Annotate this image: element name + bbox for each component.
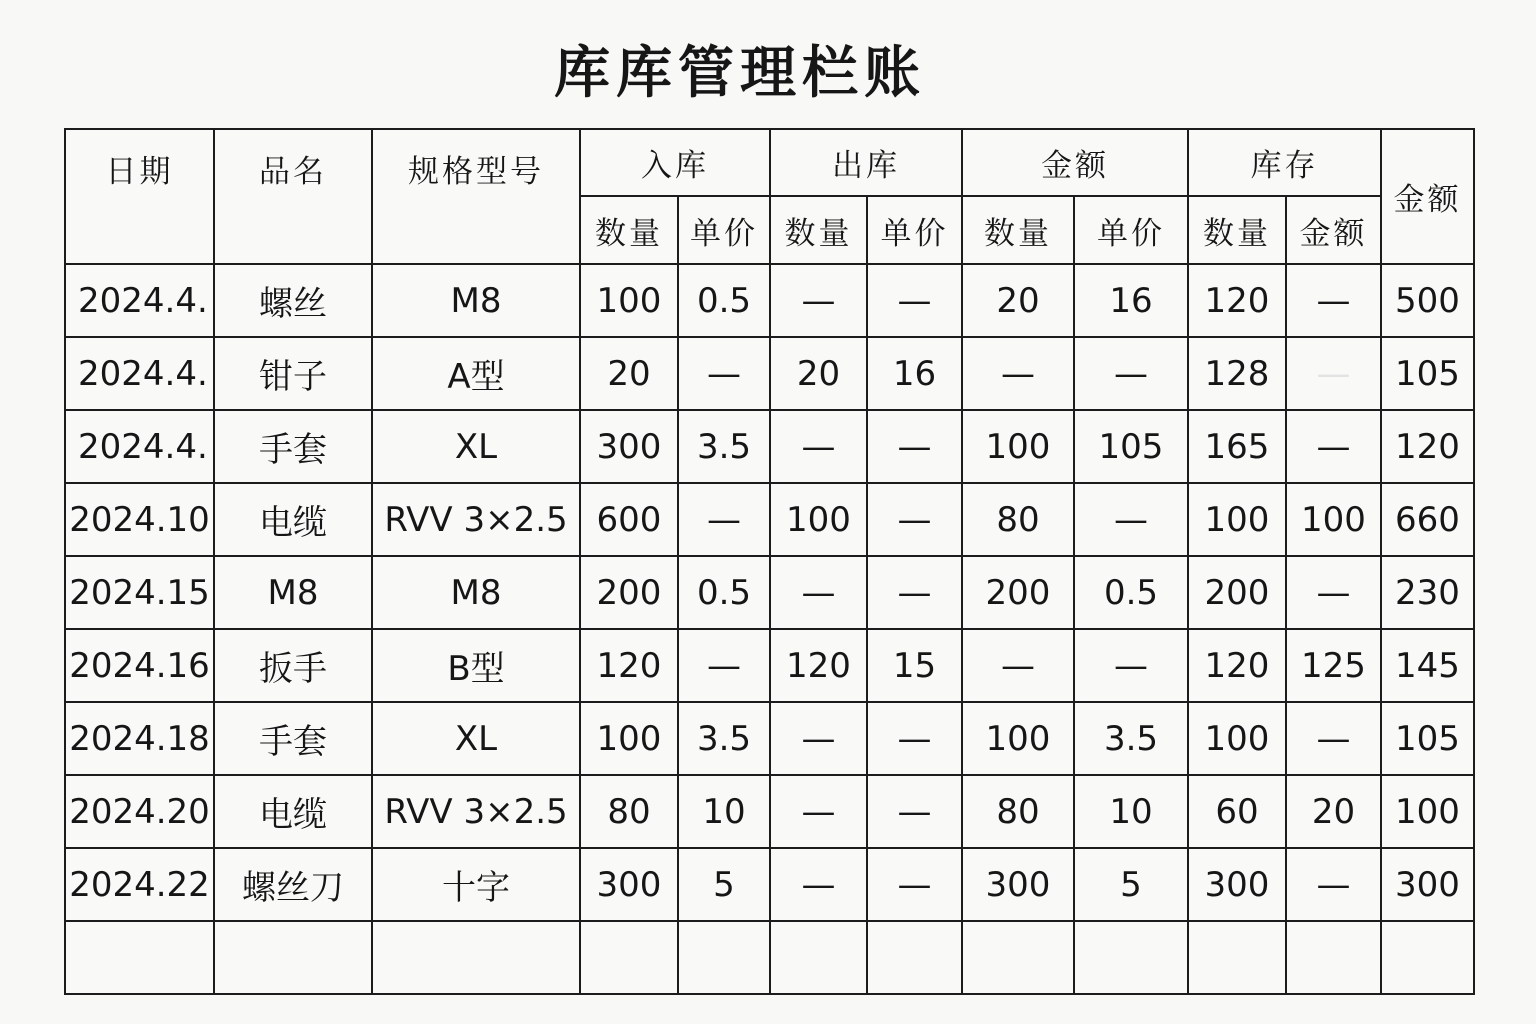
- cell-out-price: —: [867, 848, 962, 921]
- table-row: [65, 410, 1474, 483]
- cell-amount-qty: 200: [962, 556, 1074, 629]
- cell-in-qty: 300: [580, 410, 678, 483]
- cell-out-price: —: [867, 556, 962, 629]
- cell-spec: RVV 3×2.5: [372, 775, 580, 848]
- cell-stock-amount: —: [1286, 556, 1381, 629]
- cell-amount-qty: —: [962, 629, 1074, 702]
- table-row: [65, 702, 1474, 775]
- cell-in-qty: 600: [580, 483, 678, 556]
- table-body: [65, 264, 1474, 994]
- cell-amount-price: 16: [1074, 264, 1188, 337]
- table-row: [65, 848, 1474, 921]
- cell-date: 2024.20: [65, 775, 214, 848]
- cell-date: 2024.4.: [65, 337, 214, 410]
- cell-amount-price: 0.5: [1074, 556, 1188, 629]
- header-date: 日期: [65, 129, 214, 264]
- cell-stock-qty: 120: [1188, 629, 1286, 702]
- cell-stock-amount: —: [1286, 702, 1381, 775]
- cell-date: 2024.15: [65, 556, 214, 629]
- cell-stock-qty: 100: [1188, 702, 1286, 775]
- cell-in-qty: 100: [580, 264, 678, 337]
- header-stock-group: 库存: [1188, 129, 1381, 196]
- cell-amount-price: —: [1074, 337, 1188, 410]
- cell-spec: 十字: [372, 848, 580, 921]
- cell-in-price: 10: [678, 775, 770, 848]
- header-stock-amount: 金额: [1286, 196, 1381, 264]
- header-stock-qty: 数量: [1188, 196, 1286, 264]
- cell-out-price: —: [867, 410, 962, 483]
- cell-in-price: [678, 921, 770, 994]
- cell-amount-price: —: [1074, 629, 1188, 702]
- header-total-amount: 金额: [1381, 129, 1474, 264]
- header-in-price: 单价: [678, 196, 770, 264]
- cell-stock-amount: 20: [1286, 775, 1381, 848]
- cell-total-amount: 145: [1381, 629, 1474, 702]
- cell-spec: M8: [372, 264, 580, 337]
- cell-in-price: 5: [678, 848, 770, 921]
- cell-total-amount: 105: [1381, 337, 1474, 410]
- cell-in-price: —: [678, 629, 770, 702]
- cell-out-price: —: [867, 775, 962, 848]
- cell-amount-qty: 20: [962, 264, 1074, 337]
- table-row: [65, 337, 1474, 410]
- cell-stock-amount: —: [1286, 410, 1381, 483]
- cell-stock-qty: 128: [1188, 337, 1286, 410]
- cell-out-qty: —: [770, 775, 867, 848]
- cell-amount-qty: 100: [962, 410, 1074, 483]
- cell-in-price: 3.5: [678, 702, 770, 775]
- cell-stock-qty: 165: [1188, 410, 1286, 483]
- cell-total-amount: 660: [1381, 483, 1474, 556]
- table-row: [65, 264, 1474, 337]
- cell-out-qty: —: [770, 556, 867, 629]
- cell-total-amount: 500: [1381, 264, 1474, 337]
- cell-out-qty: —: [770, 848, 867, 921]
- ledger-title: 库库管理栏账: [554, 41, 926, 106]
- cell-stock-qty: 120: [1188, 264, 1286, 337]
- cell-in-price: 0.5: [678, 264, 770, 337]
- cell-stock-amount: —: [1286, 848, 1381, 921]
- header-out-price: 单价: [867, 196, 962, 264]
- cell-in-price: —: [678, 337, 770, 410]
- cell-amount-price: 3.5: [1074, 702, 1188, 775]
- cell-date: 2024.4.: [65, 264, 214, 337]
- cell-amount-qty: 100: [962, 702, 1074, 775]
- cell-out-qty: —: [770, 410, 867, 483]
- cell-out-qty: [770, 921, 867, 994]
- cell-out-price: —: [867, 483, 962, 556]
- cell-date: 2024.16: [65, 629, 214, 702]
- cell-in-qty: 300: [580, 848, 678, 921]
- cell-out-qty: 120: [770, 629, 867, 702]
- cell-amount-price: —: [1074, 483, 1188, 556]
- cell-item-name: 电缆: [214, 775, 372, 848]
- cell-in-price: —: [678, 483, 770, 556]
- table-row: [65, 483, 1474, 556]
- cell-out-qty: 100: [770, 483, 867, 556]
- cell-amount-price: 5: [1074, 848, 1188, 921]
- cell-total-amount: 100: [1381, 775, 1474, 848]
- cell-date: 2024.22: [65, 848, 214, 921]
- cell-date: 2024.18: [65, 702, 214, 775]
- inventory-ledger-table: [64, 128, 1475, 995]
- cell-stock-amount: 100: [1286, 483, 1381, 556]
- cell-spec: M8: [372, 556, 580, 629]
- cell-in-price: 3.5: [678, 410, 770, 483]
- cell-out-qty: —: [770, 264, 867, 337]
- header-amount-qty: 数量: [962, 196, 1074, 264]
- cell-in-qty: 20: [580, 337, 678, 410]
- cell-stock-qty: 300: [1188, 848, 1286, 921]
- cell-spec: XL: [372, 410, 580, 483]
- table-row: [65, 775, 1474, 848]
- header-in-group: 入库: [580, 129, 770, 196]
- cell-amount-price: 105: [1074, 410, 1188, 483]
- table-row: [65, 629, 1474, 702]
- cell-in-price: 0.5: [678, 556, 770, 629]
- cell-total-amount: 230: [1381, 556, 1474, 629]
- cell-spec: A型: [372, 337, 580, 410]
- cell-spec: XL: [372, 702, 580, 775]
- cell-total-amount: [1381, 921, 1474, 994]
- header-name: 品名: [214, 129, 372, 264]
- cell-item-name: 螺丝: [214, 264, 372, 337]
- cell-total-amount: 105: [1381, 702, 1474, 775]
- cell-amount-qty: 300: [962, 848, 1074, 921]
- cell-stock-amount: 125: [1286, 629, 1381, 702]
- cell-item-name: 电缆: [214, 483, 372, 556]
- cell-item-name: 手套: [214, 410, 372, 483]
- cell-stock-amount: [1286, 921, 1381, 994]
- header-out-qty: 数量: [770, 196, 867, 264]
- cell-date: 2024.4.: [65, 410, 214, 483]
- cell-item-name: M8: [214, 556, 372, 629]
- cell-item-name: 钳子: [214, 337, 372, 410]
- cell-total-amount: 300: [1381, 848, 1474, 921]
- cell-date: 2024.10: [65, 483, 214, 556]
- cell-in-qty: 80: [580, 775, 678, 848]
- cell-out-price: —: [867, 702, 962, 775]
- cell-total-amount: 120: [1381, 410, 1474, 483]
- cell-item-name: [214, 921, 372, 994]
- cell-in-qty: 120: [580, 629, 678, 702]
- cell-amount-qty: [962, 921, 1074, 994]
- cell-in-qty: 100: [580, 702, 678, 775]
- cell-stock-qty: 100: [1188, 483, 1286, 556]
- cell-amount-price: 10: [1074, 775, 1188, 848]
- cell-item-name: 螺丝刀: [214, 848, 372, 921]
- header-spec: 规格型号: [372, 129, 580, 264]
- cell-out-qty: 20: [770, 337, 867, 410]
- cell-in-qty: 200: [580, 556, 678, 629]
- cell-out-price: 16: [867, 337, 962, 410]
- cell-item-name: 手套: [214, 702, 372, 775]
- cell-date: [65, 921, 214, 994]
- cell-amount-qty: 80: [962, 483, 1074, 556]
- table-header: [65, 129, 1474, 264]
- cell-amount-qty: 80: [962, 775, 1074, 848]
- cell-stock-amount: —: [1286, 264, 1381, 337]
- table-row: [65, 556, 1474, 629]
- cell-spec: [372, 921, 580, 994]
- header-amount-price: 单价: [1074, 196, 1188, 264]
- table-row: [65, 921, 1474, 994]
- cell-out-qty: —: [770, 702, 867, 775]
- cell-spec: RVV 3×2.5: [372, 483, 580, 556]
- header-amount-group: 金额: [962, 129, 1188, 196]
- cell-out-price: [867, 921, 962, 994]
- cell-out-price: —: [867, 264, 962, 337]
- cell-spec: B型: [372, 629, 580, 702]
- cell-stock-qty: [1188, 921, 1286, 994]
- cell-amount-qty: —: [962, 337, 1074, 410]
- cell-stock-qty: 200: [1188, 556, 1286, 629]
- cell-in-qty: [580, 921, 678, 994]
- cell-out-price: 15: [867, 629, 962, 702]
- header-in-qty: 数量: [580, 196, 678, 264]
- header-out-group: 出库: [770, 129, 962, 196]
- cell-amount-price: [1074, 921, 1188, 994]
- cell-stock-qty: 60: [1188, 775, 1286, 848]
- cell-item-name: 扳手: [214, 629, 372, 702]
- cell-stock-amount: —: [1286, 337, 1381, 410]
